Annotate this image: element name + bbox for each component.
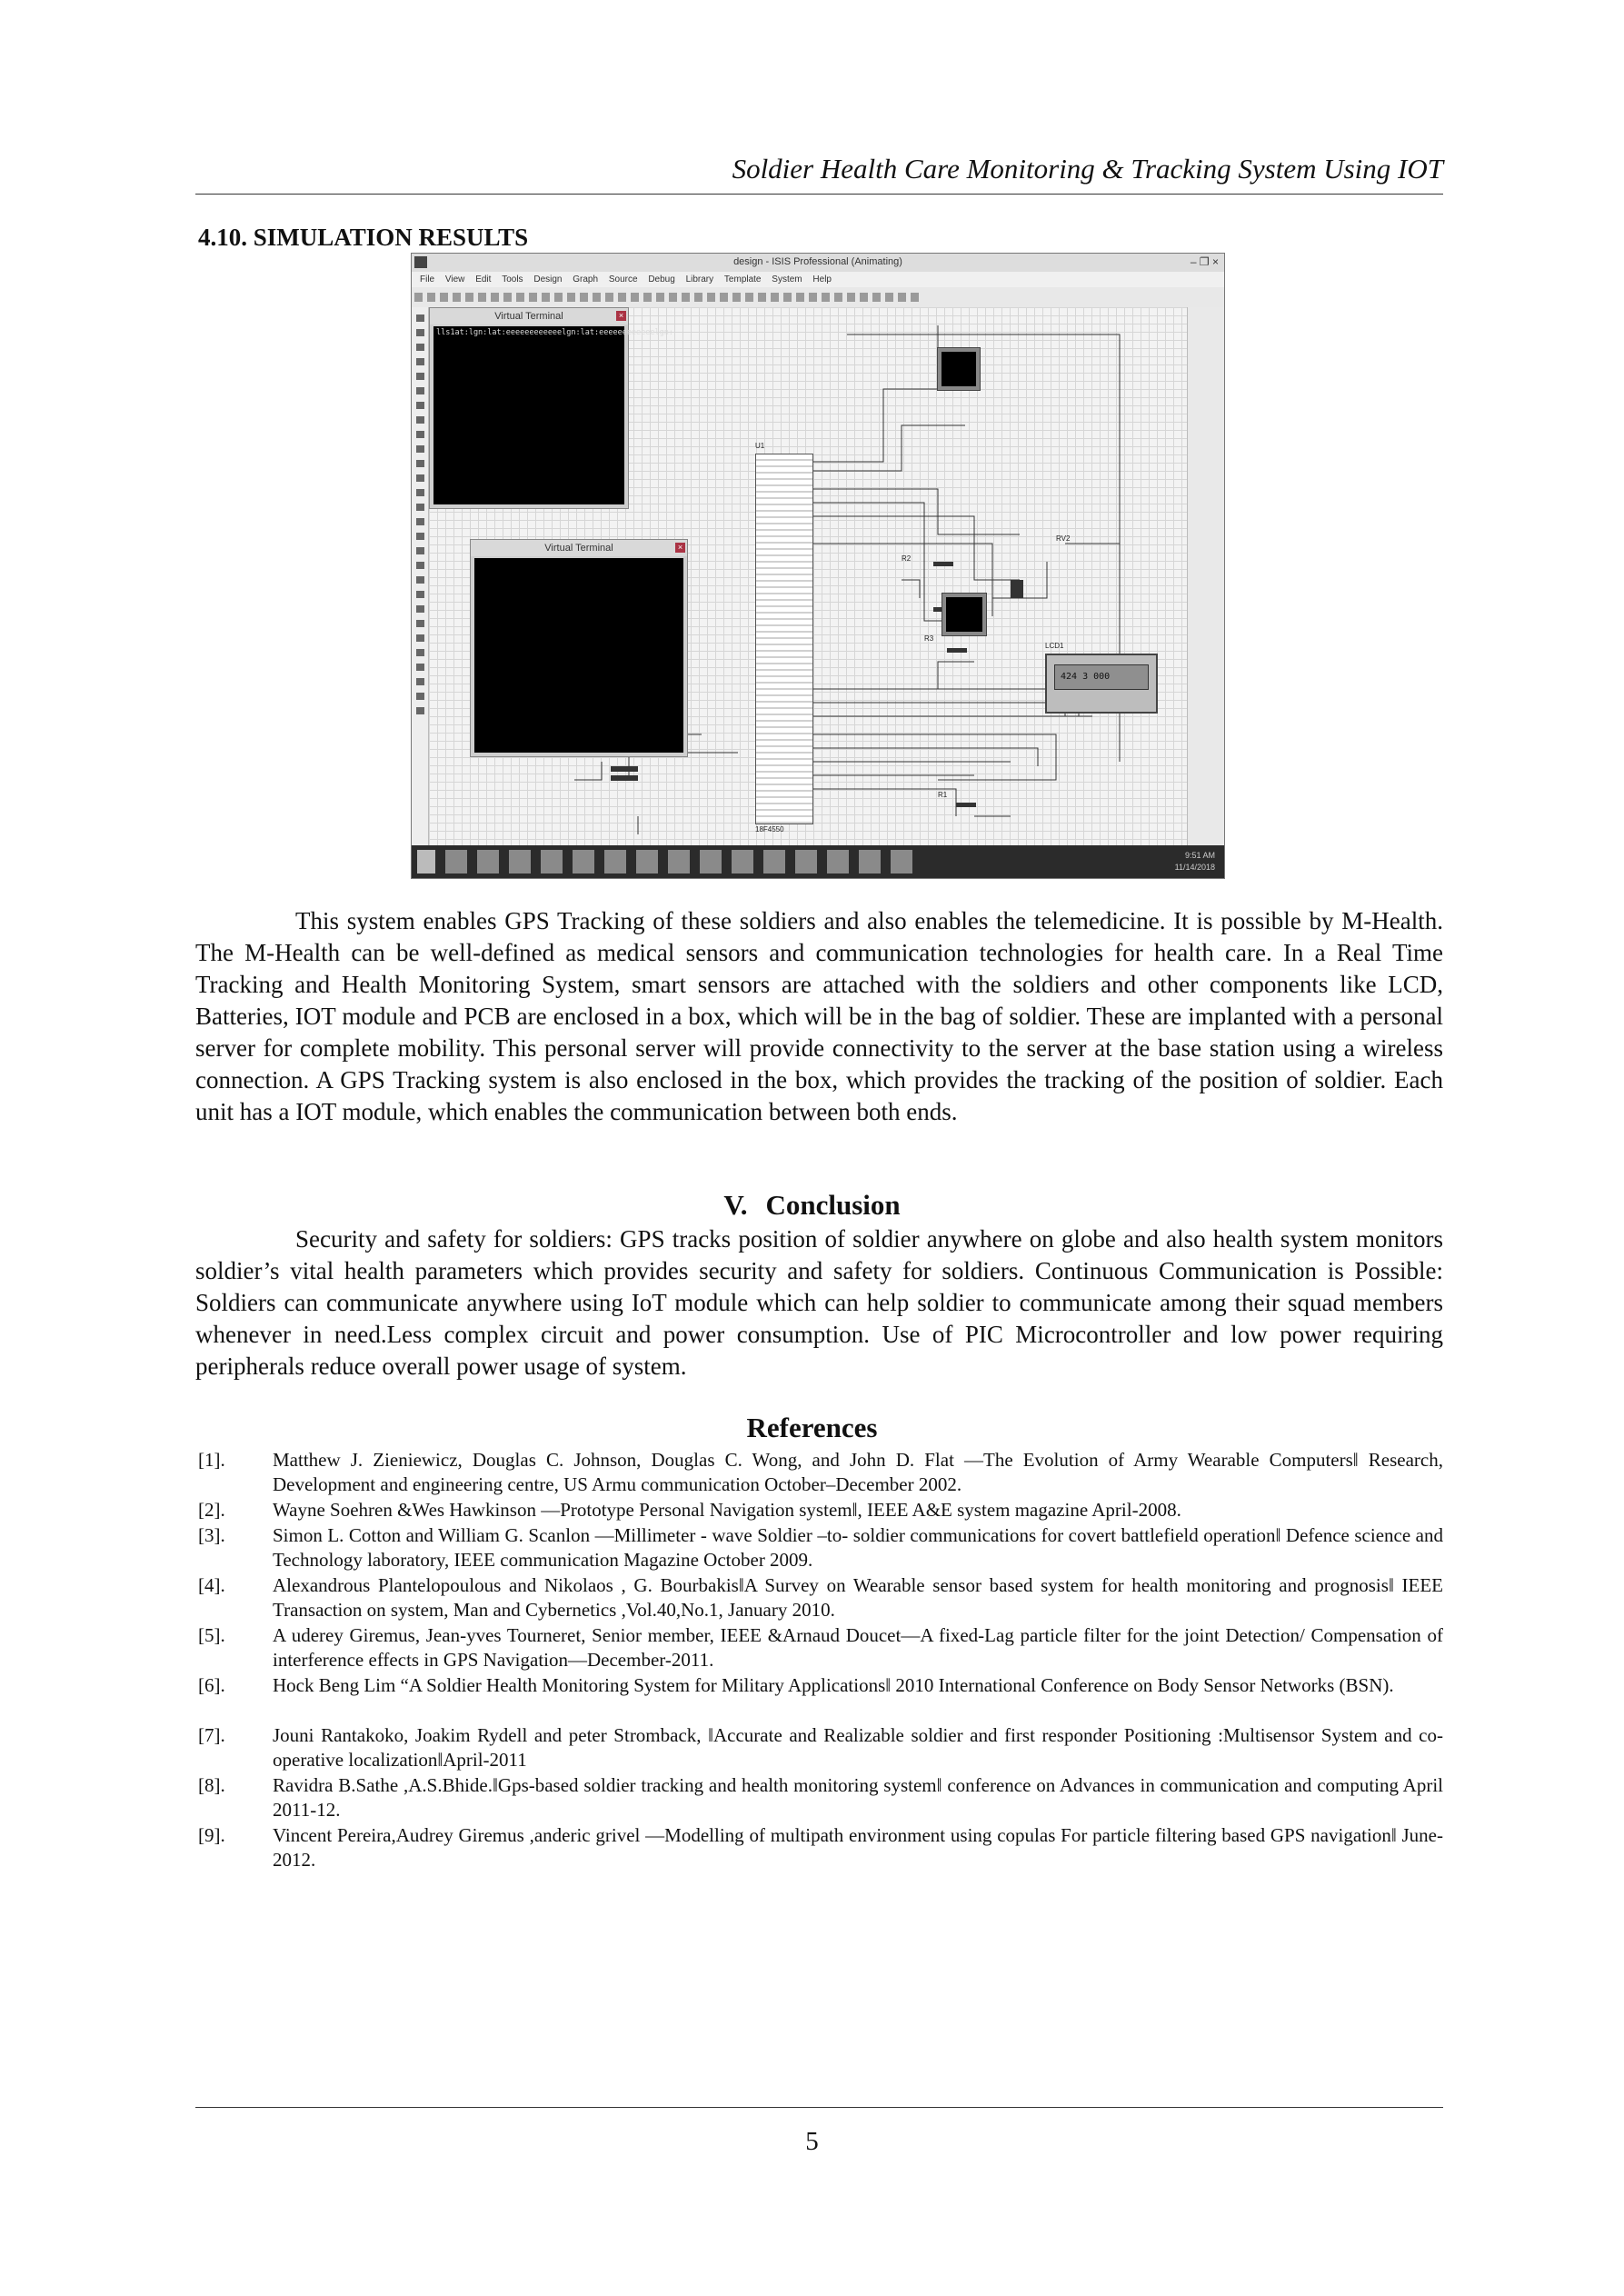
reference-text: Matthew J. Zieniewicz, Douglas C. Johnson, Douglas C. Wong, and John D. Flat ―The Evolution of Army Wearable Computers‖ Research, Development and engineering centre, US Armu communication October–December 2002. xyxy=(273,1449,1443,1495)
toolbar-icon xyxy=(771,293,779,302)
conclusion-number: V. xyxy=(723,1189,748,1221)
reference-number: [1]. xyxy=(198,1449,225,1471)
toolbar-icon xyxy=(911,293,919,302)
window-controls: – ❐ × xyxy=(1190,255,1219,268)
toolbar-icon xyxy=(580,293,588,302)
gps-module-block xyxy=(938,348,980,390)
toolbar-icon xyxy=(783,293,792,302)
taskbar-app-icon xyxy=(445,850,467,873)
reference-text: Vincent Pereira,Audrey Giremus ,anderic grivel ―Modelling of multipath environment using copulas For particle filtering based GPS navigation‖ June-2012. xyxy=(273,1824,1443,1871)
conclusion-paragraph: Security and safety for soldiers: GPS tracks position of soldier anywhere on globe and also health system monitors soldier’s vital health parameters which provides security and safety for soldiers. Continuous Communication is Possible: Soldiers can communicate anywhere using IoT module which can help soldier to communicate among their squad members whenever in need.Less complex circuit and power consumption. Use of PIC Microcontroller and low power requiring peripherals reduce overall power usage of system. xyxy=(195,1225,1443,1380)
toolbar-icon xyxy=(427,293,435,302)
figure-taskbar xyxy=(412,845,1224,878)
menu-design: Design xyxy=(533,275,563,285)
resistor-label-r2: R2 xyxy=(902,554,912,563)
tool-icon xyxy=(416,358,424,365)
tool-icon xyxy=(416,344,424,351)
toolbar-icon xyxy=(618,293,626,302)
toolbar-icon xyxy=(872,293,881,302)
toolbar-icon xyxy=(809,293,817,302)
reference-number: [6]. xyxy=(198,1674,225,1696)
conclusion-title: Conclusion xyxy=(765,1189,901,1221)
toolbar-icon xyxy=(453,293,461,302)
terminal-title xyxy=(430,308,628,324)
close-icon: × xyxy=(616,311,626,321)
simulation-screenshot xyxy=(411,253,1225,879)
tool-icon xyxy=(416,634,424,642)
taskbar-date: 11/14/2018 xyxy=(1174,863,1215,872)
tool-icon xyxy=(416,547,424,554)
toolbar-icon xyxy=(732,293,741,302)
menu-library: Library xyxy=(685,275,714,285)
menu-edit: Edit xyxy=(475,275,492,285)
tool-icon xyxy=(416,664,424,671)
tool-icon xyxy=(416,533,424,540)
tool-icon xyxy=(416,518,424,525)
tool-icon xyxy=(416,373,424,380)
figure-window-title: design - ISIS Professional (Animating) xyxy=(733,256,902,267)
reference-text: Simon L. Cotton and William G. Scanlon ―Millimeter - wave Soldier –to- soldier communications for covert battlefield operation‖ Defence science and Technology laboratory, IEEE communication Magazine October 2009. xyxy=(273,1524,1443,1571)
toolbar-icon xyxy=(414,293,423,302)
toolbar-icon xyxy=(834,293,842,302)
terminal-screen xyxy=(474,558,683,753)
figure-left-toolbox xyxy=(412,307,429,845)
tool-icon xyxy=(416,489,424,496)
resistor-label-r1: R1 xyxy=(938,791,948,799)
tool-icon xyxy=(416,445,424,453)
toolbar-icon xyxy=(822,293,830,302)
reference-number: [8]. xyxy=(198,1774,225,1796)
taskbar-time: 9:51 AM xyxy=(1184,851,1215,860)
schematic-canvas xyxy=(429,307,1188,845)
taskbar-app-icon xyxy=(732,850,753,873)
toolbar-icon xyxy=(656,293,664,302)
tool-icon xyxy=(416,562,424,569)
tool-icon xyxy=(416,678,424,685)
reference-text: A uderey Giremus, Jean-yves Tourneret, Senior member, IEEE &Arnaud Doucet―A fixed-Lag particle filter for the joint Detection/ Compensation of interference effects in GPS Navigation―December-2011. xyxy=(273,1624,1443,1671)
taskbar-app-icon xyxy=(541,850,563,873)
close-icon: × xyxy=(675,543,685,553)
menu-file: File xyxy=(420,275,435,285)
taskbar-app-icon xyxy=(636,850,658,873)
toolbar-icon xyxy=(516,293,524,302)
toolbar-icon xyxy=(529,293,537,302)
references-heading: References xyxy=(746,1412,878,1443)
toolbar-icon xyxy=(593,293,601,302)
tool-icon xyxy=(416,314,424,322)
tool-icon xyxy=(416,416,424,424)
reference-number: [9]. xyxy=(198,1824,225,1846)
taskbar-app-icon xyxy=(604,850,626,873)
tool-icon xyxy=(416,707,424,714)
reference-number: [4]. xyxy=(198,1574,225,1596)
toolbar-icon xyxy=(503,293,512,302)
tool-icon xyxy=(416,693,424,700)
terminal-title-text: Virtual Terminal xyxy=(544,543,613,554)
toolbar-icon xyxy=(796,293,804,302)
tool-icon xyxy=(416,329,424,336)
tool-icon xyxy=(416,620,424,627)
reference-text: Hock Beng Lim “A Soldier Health Monitoring System for Military Applications‖ 2010 International Conference on Body Sensor Networks (BSN). xyxy=(273,1674,1394,1696)
toolbar-icon xyxy=(567,293,575,302)
toolbar-icon xyxy=(605,293,613,302)
reference-text: Alexandrous Plantelopoulous and Nikolaos , G. Bourbakis‖A Survey on Wearable sensor based system for health monitoring and prognosis‖ IEEE Transaction on system, Man and Cybernetics ,Vol.40,No.1, January 2010. xyxy=(273,1574,1443,1621)
reference-number: [3]. xyxy=(198,1524,225,1546)
taskbar-app-icon xyxy=(700,850,722,873)
section-heading: 4.10. SIMULATION RESULTS xyxy=(198,224,529,251)
taskbar-app-icon xyxy=(509,850,531,873)
lcd-screen-text: 424 3 000 xyxy=(1054,664,1149,690)
tool-icon xyxy=(416,402,424,409)
toolbar-icon xyxy=(885,293,893,302)
figure-right-scrollbar xyxy=(1187,307,1224,845)
toolbar-icon xyxy=(643,293,652,302)
chip-part-label: 18F4550 xyxy=(755,825,784,834)
resistor-label-r3: R3 xyxy=(924,634,934,643)
toolbar-icon xyxy=(898,293,906,302)
reference-number: [2]. xyxy=(198,1499,225,1521)
toolbar-icon xyxy=(707,293,715,302)
menu-graph: Graph xyxy=(573,275,599,285)
toolbar-icon xyxy=(631,293,639,302)
reference-number: [7]. xyxy=(198,1724,225,1746)
toolbar-icon xyxy=(440,293,448,302)
figure-toolbar xyxy=(412,287,1224,308)
menu-tools: Tools xyxy=(502,275,523,285)
conclusion-heading xyxy=(0,1189,1624,1222)
taskbar-app-icon xyxy=(763,850,785,873)
toolbar-icon xyxy=(758,293,766,302)
toolbar-icon xyxy=(682,293,690,302)
chip-ref-label: U1 xyxy=(755,442,765,450)
menu-help: Help xyxy=(812,275,832,285)
footer-divider xyxy=(195,2107,1443,2108)
taskbar-app-icon xyxy=(827,850,849,873)
terminal-screen xyxy=(433,326,673,504)
running-header: Soldier Health Care Monitoring & Tracking System Using IOT xyxy=(732,153,1443,185)
tool-icon xyxy=(416,460,424,467)
terminal-output: lls1at:lgn:lat:eeeeeeeeeeeelgn:lat:eeeeeeeeeeeelgn: xyxy=(436,328,673,337)
toolbar-icon xyxy=(478,293,486,302)
toolbar-icon xyxy=(720,293,728,302)
page-number: 5 xyxy=(805,2127,819,2156)
figure-menubar xyxy=(412,272,1224,287)
toolbar-icon xyxy=(745,293,753,302)
toolbar-icon xyxy=(542,293,550,302)
tool-icon xyxy=(416,649,424,656)
windows-start-icon xyxy=(417,850,435,873)
reference-text: Wayne Soehren &Wes Hawkinson ―Prototype Personal Navigation system‖, IEEE A&E system magazine April-2008. xyxy=(273,1499,1181,1521)
terminal-title xyxy=(471,540,687,556)
figure-titlebar xyxy=(412,254,1224,273)
toolbar-icon xyxy=(554,293,563,302)
reference-text: Ravidra B.Sathe ,A.S.Bhide.‖Gps-based soldier tracking and health monitoring system‖ conference on Advances in communication and computing April 2011-12. xyxy=(273,1774,1443,1821)
taskbar-app-icon xyxy=(573,850,594,873)
lcd-label: LCD1 xyxy=(1045,642,1064,650)
virtual-terminal-2 xyxy=(470,539,688,757)
lcd-display xyxy=(1045,654,1158,714)
tool-icon xyxy=(416,605,424,613)
tool-icon xyxy=(416,474,424,482)
toolbar-icon xyxy=(860,293,868,302)
virtual-terminal-1 xyxy=(429,307,673,509)
microcontroller-chip xyxy=(755,454,813,824)
rv-label: RV2 xyxy=(1056,534,1071,543)
menu-system: System xyxy=(772,275,802,285)
toolbar-icon xyxy=(465,293,473,302)
menu-view: View xyxy=(444,275,465,285)
taskbar-clock xyxy=(1175,850,1215,873)
taskbar-app-icon xyxy=(668,850,690,873)
menu-template: Template xyxy=(723,275,762,285)
body-paragraph-1: This system enables GPS Tracking of these soldiers and also enables the telemedicine. It is possible by M-Health. The M-Health can be well-defined as medical sensors and communication technologies for health care. In a Real Time Tracking and Health Monitoring System, smart sensors are attached with the soldiers and other components like LCD, Batteries, IOT module and PCB are enclosed in a box, which will be in the bag of soldier. These are implanted with a personal server for complete mobility. This personal server will provide connectivity to the server at the base station using a wireless connection. A GPS Tracking system is also enclosed in the box, which provides the tracking of the position of soldier. Each unit has a IOT module, which enables the communication between both ends. xyxy=(195,907,1443,1125)
iot-module-block xyxy=(942,594,986,635)
header-divider xyxy=(195,194,1443,195)
taskbar-app-icon xyxy=(891,850,912,873)
tool-icon xyxy=(416,387,424,394)
menu-debug: Debug xyxy=(648,275,675,285)
toolbar-icon xyxy=(847,293,855,302)
reference-number: [5]. xyxy=(198,1624,225,1646)
toolbar-icon xyxy=(694,293,702,302)
tool-icon xyxy=(416,431,424,438)
taskbar-app-icon xyxy=(859,850,881,873)
menu-source: Source xyxy=(608,275,638,285)
reference-text: Jouni Rantakoko, Joakim Rydell and peter Stromback, ‖Accurate and Realizable soldier and first responder Positioning :Multisensor System and co-operative localization‖April-2011 xyxy=(273,1724,1443,1771)
taskbar-app-icon xyxy=(477,850,499,873)
terminal-title-text: Virtual Terminal xyxy=(494,311,563,322)
tool-icon xyxy=(416,591,424,598)
tool-icon xyxy=(416,504,424,511)
toolbar-icon xyxy=(491,293,499,302)
toolbar-icon xyxy=(669,293,677,302)
taskbar-app-icon xyxy=(795,850,817,873)
tool-icon xyxy=(416,576,424,584)
